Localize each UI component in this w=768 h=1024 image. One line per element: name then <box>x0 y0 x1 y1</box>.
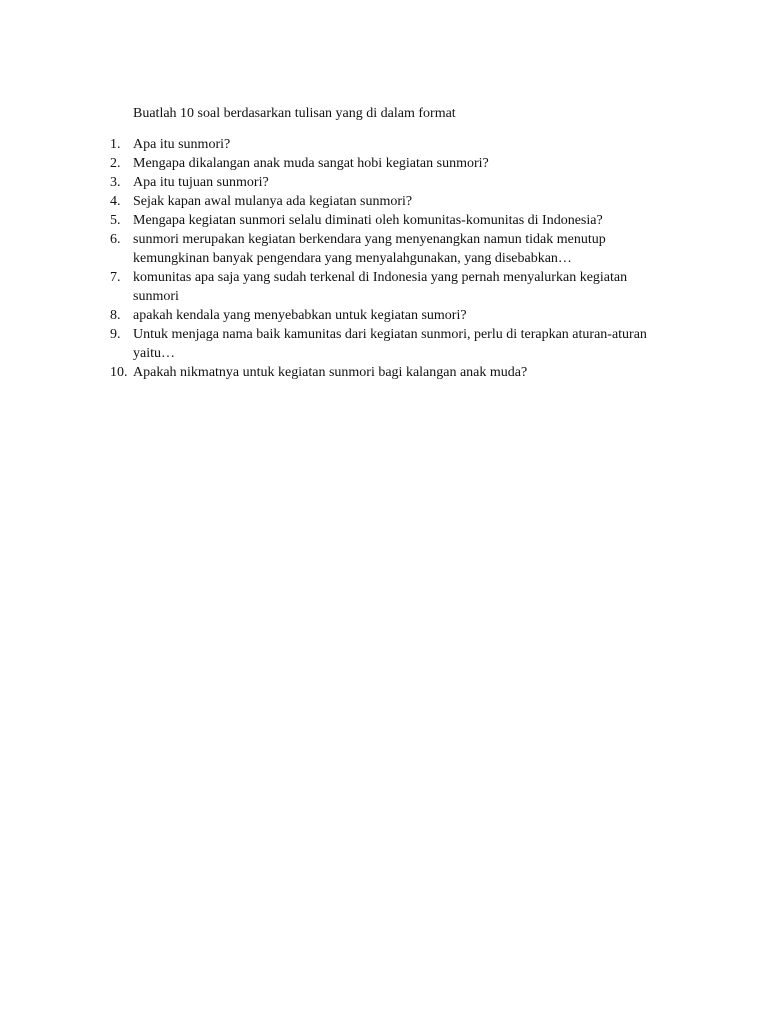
question-number: 7. <box>110 270 121 285</box>
question-number: 9. <box>110 327 121 342</box>
question-number: 6. <box>110 232 121 247</box>
question-item <box>0 268 768 306</box>
question-number: 3. <box>110 175 121 190</box>
question-text: Apakah nikmatnya untuk kegiatan sunmori bagi kalangan anak muda? <box>133 365 528 380</box>
question-item <box>0 230 768 268</box>
question-item <box>0 135 768 154</box>
question-text: sunmori merupakan kegiatan berkendara yang menyenangkan namun tidak menutup kemungkinan banyak pengendara yang menyalahgunakan, yang disebabkan… <box>133 232 606 266</box>
question-text: apakah kendala yang menyebabkan untuk kegiatan sumori? <box>133 308 467 323</box>
question-item <box>0 154 768 173</box>
question-text: Untuk menjaga nama baik kamunitas dari kegiatan sunmori, perlu di terapkan aturan-aturan yaitu… <box>133 327 647 361</box>
question-text: Apa itu tujuan sunmori? <box>133 175 269 190</box>
question-item <box>0 306 768 325</box>
question-number: 1. <box>110 137 121 152</box>
question-item <box>0 211 768 230</box>
question-text: Mengapa dikalangan anak muda sangat hobi kegiatan sunmori? <box>133 156 489 171</box>
question-item <box>0 192 768 211</box>
question-number: 5. <box>110 213 121 228</box>
question-text: Sejak kapan awal mulanya ada kegiatan sunmori? <box>133 194 413 209</box>
question-list <box>0 135 768 382</box>
question-item <box>0 173 768 192</box>
question-text: Apa itu sunmori? <box>133 137 231 152</box>
question-text: komunitas apa saja yang sudah terkenal di Indonesia yang pernah menyalurkan kegiatan sunmori <box>133 270 628 304</box>
question-number: 10. <box>110 365 128 380</box>
question-item <box>0 363 768 382</box>
question-number: 8. <box>110 308 121 323</box>
question-number: 2. <box>110 156 121 171</box>
question-item <box>0 325 768 363</box>
intro-text: Buatlah 10 soal berdasarkan tulisan yang di dalam format <box>133 106 456 121</box>
question-text: Mengapa kegiatan sunmori selalu diminati oleh komunitas-komunitas di Indonesia? <box>133 213 603 228</box>
question-number: 4. <box>110 194 121 209</box>
